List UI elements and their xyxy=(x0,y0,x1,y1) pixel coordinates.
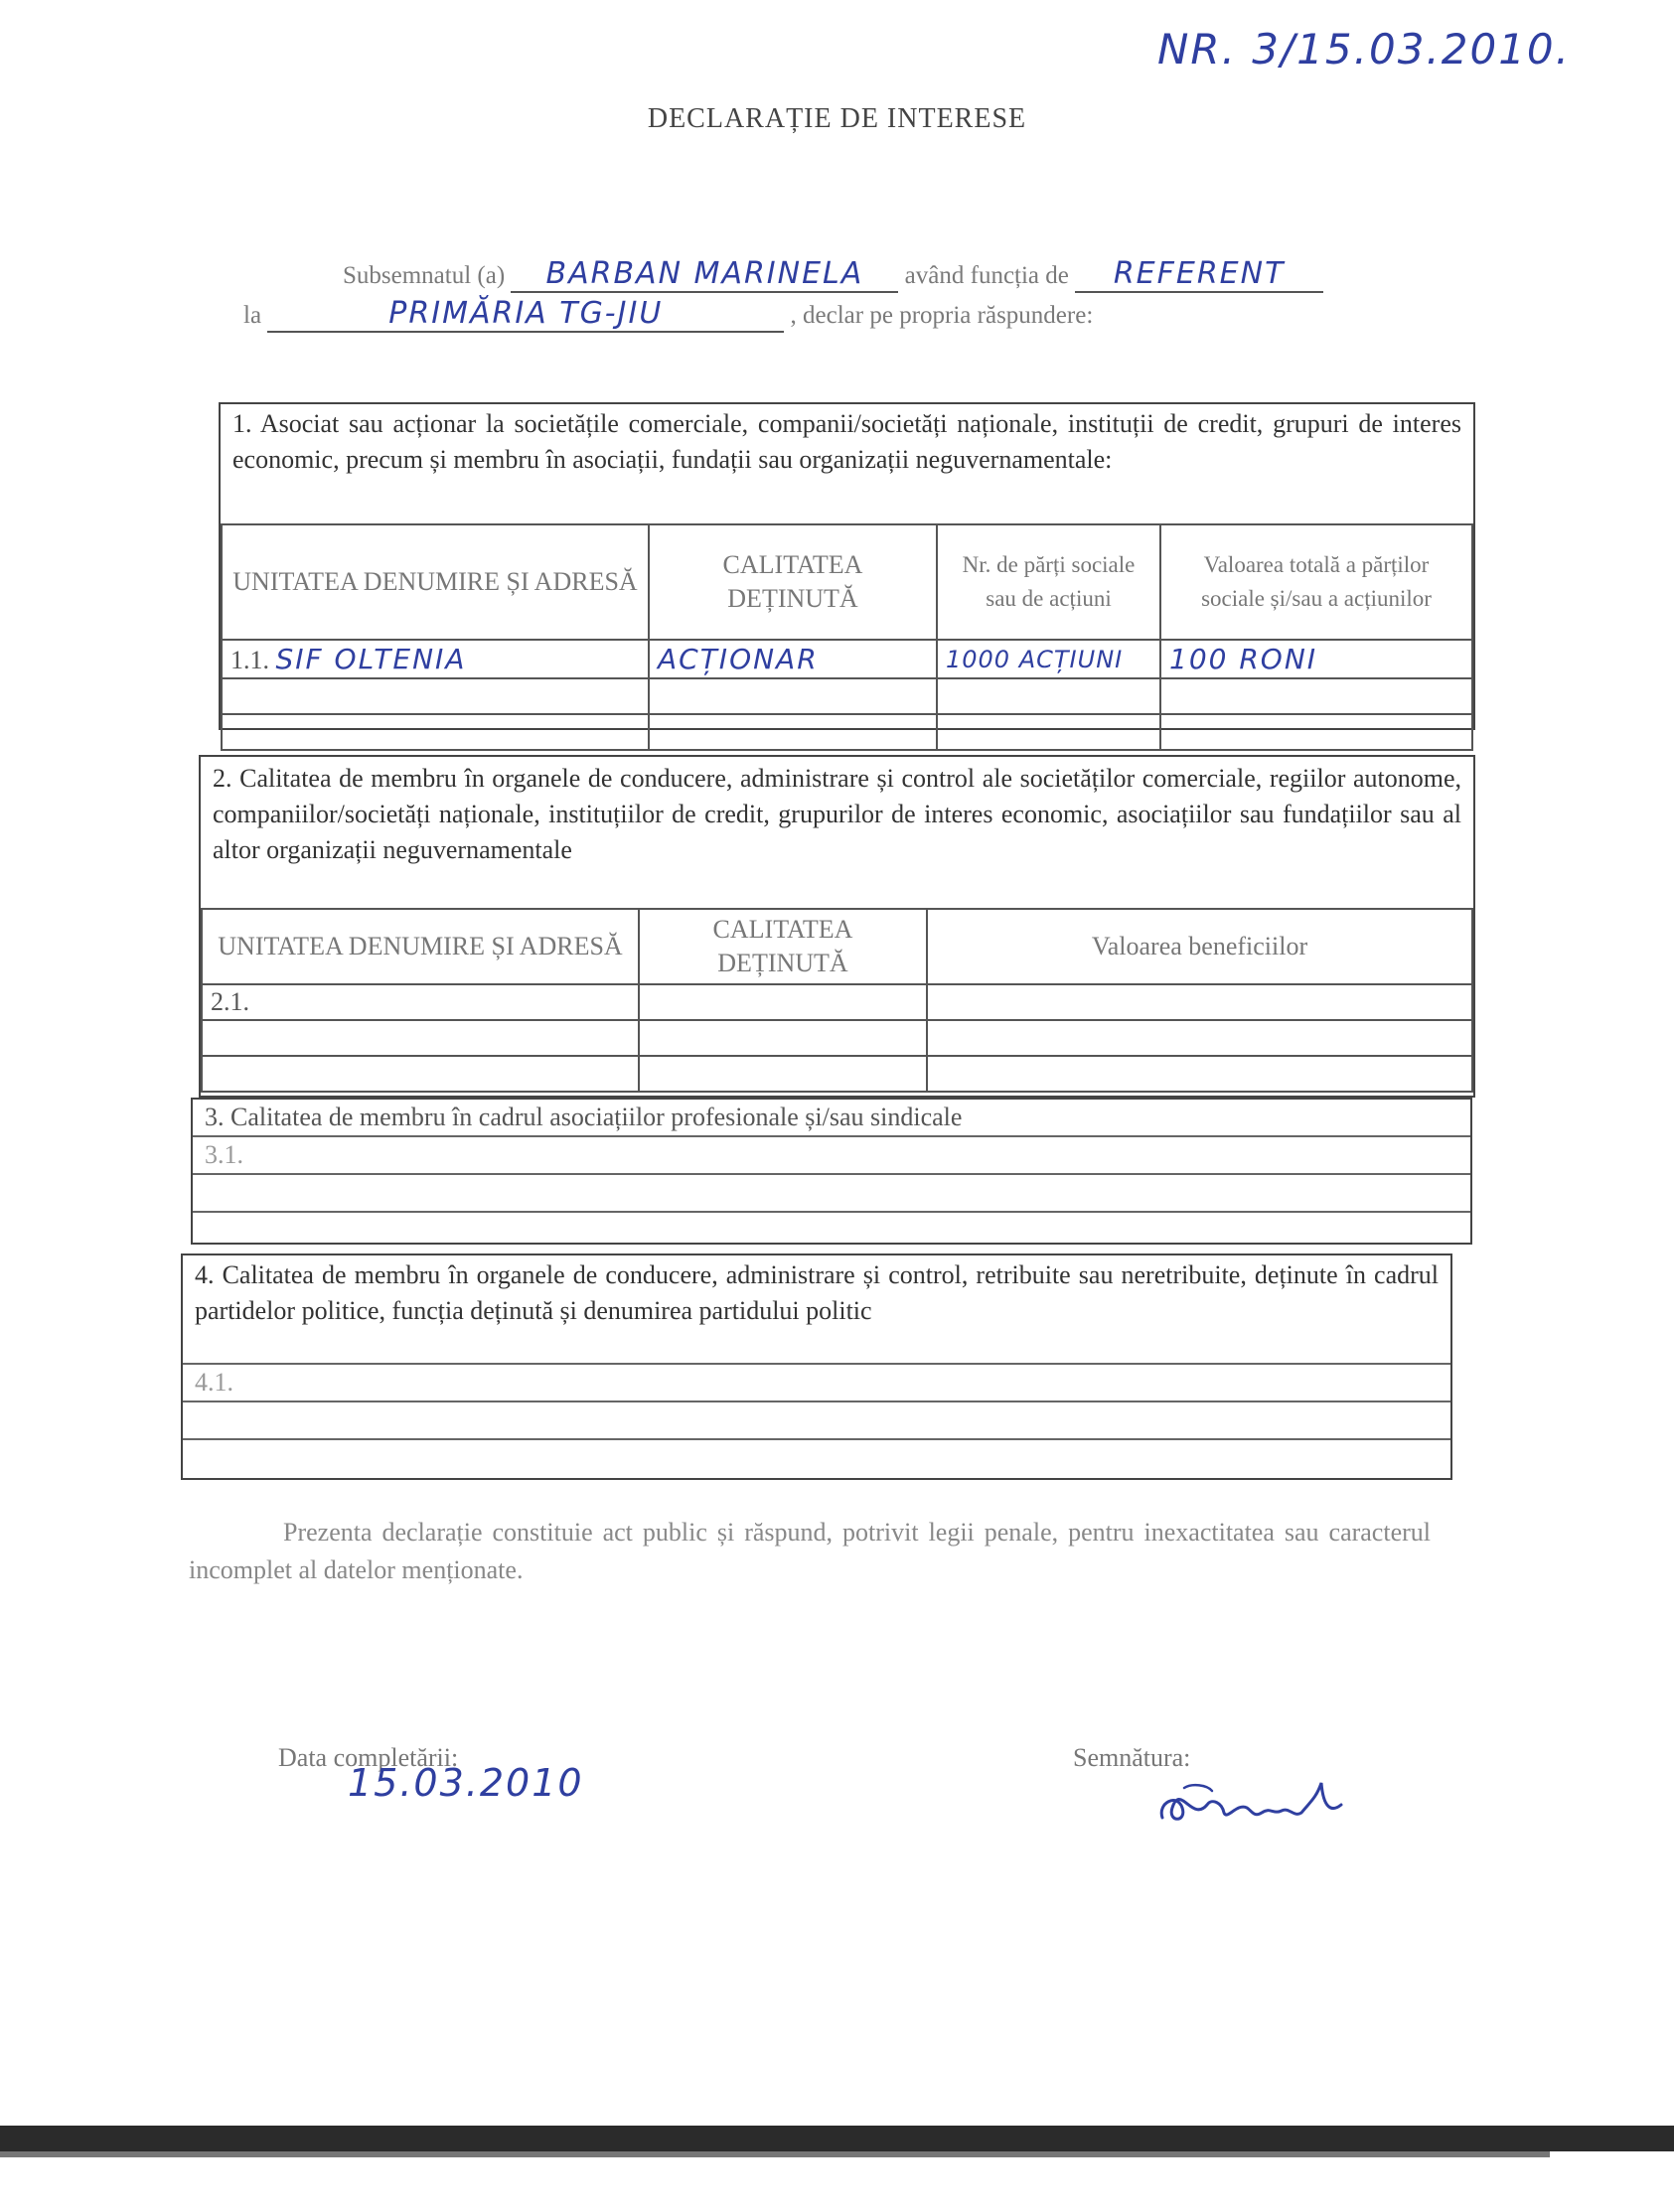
col-calitatea: CALITATEA DEȚINUTĂ xyxy=(639,909,927,984)
table-row xyxy=(202,984,1472,1020)
scan-edge-bar xyxy=(0,2126,1674,2151)
cell-prefix xyxy=(202,984,639,1020)
cell-nr-parti xyxy=(937,640,1160,678)
section-2-heading: 2. Calitatea de membru în organele de conducere, administrare și control ale societăților comerciale, regiilor autonome, companiilor/societăți naționale, instituțiilor de credit, grupurilor de interes economic, asociațiilor sau fundațiilor sau al altor organizații neguvernamentale xyxy=(213,764,1461,864)
table-row xyxy=(222,640,1472,678)
section-2 xyxy=(199,755,1475,1098)
intro-line-2 xyxy=(243,296,1093,333)
declar-label: , declar pe propria răspundere: xyxy=(790,302,1094,329)
cell-unitatea xyxy=(222,640,649,678)
section-2-table xyxy=(201,908,1473,1093)
table-row xyxy=(222,678,1472,714)
scan-edge-shadow xyxy=(0,2151,1550,2157)
table-row xyxy=(222,714,1472,750)
cell-calitatea xyxy=(649,640,937,678)
section-4-row xyxy=(183,1440,1450,1476)
institution-field xyxy=(267,296,784,333)
document-title: DECLARAȚIE DE INTERESE xyxy=(647,103,1027,134)
quality-value: ACȚIONAR xyxy=(658,643,819,675)
col-valoarea: Valoarea totală a părților sociale și/sau a acțiunilor xyxy=(1160,524,1472,640)
section-3-row xyxy=(193,1175,1470,1213)
section-2-header-row xyxy=(202,909,1472,984)
section-1-header-row xyxy=(222,524,1472,640)
section-1 xyxy=(219,402,1475,730)
section-4 xyxy=(181,1253,1452,1480)
section-3-row xyxy=(193,1137,1470,1175)
function-value: REFERENT xyxy=(1113,256,1286,291)
total-value: 100 RONI xyxy=(1169,643,1318,675)
intro-line-1 xyxy=(343,256,1323,293)
handwritten-signature xyxy=(1152,1763,1371,1847)
table-row xyxy=(202,1020,1472,1056)
function-field xyxy=(1075,256,1323,293)
row-prefix: 2.1. xyxy=(211,987,249,1016)
col-unitatea: UNITATEA DENUMIRE ȘI ADRESĂ xyxy=(202,909,639,984)
date-label: Data completării: xyxy=(278,1743,459,1772)
col-valoarea-beneficiilor: Valoarea beneficiilor xyxy=(927,909,1472,984)
col-calitatea: CALITATEA DEȚINUTĂ xyxy=(649,524,937,640)
institution-value: PRIMĂRIA TG-JIU xyxy=(388,296,664,331)
la-label: la xyxy=(243,302,262,329)
cell-valoarea xyxy=(1160,640,1472,678)
signature-label: Semnătura: xyxy=(1073,1743,1191,1772)
registration-number: NR. 3/15.03.2010. xyxy=(1157,25,1571,74)
shares-value: 1000 ACȚIUNI xyxy=(946,645,1124,673)
section-3-row xyxy=(193,1213,1470,1249)
subsemnatul-label: Subsemnatul (a) xyxy=(343,262,506,289)
row-prefix: 3.1. xyxy=(205,1140,243,1169)
entity-name: SIF OLTENIA xyxy=(275,643,467,675)
functia-label: având funcția de xyxy=(904,262,1069,289)
name-value: BARBAN MARINELA xyxy=(545,256,864,291)
date-value: 15.03.2010 xyxy=(348,1761,584,1805)
row-prefix: 1.1. xyxy=(230,646,269,674)
legal-statement: Prezenta declarație constituie act public și răspund, potrivit legii penale, pentru inexactitatea sau caracterul incomplet al datelor menționate. xyxy=(189,1518,1431,1584)
section-4-heading: 4. Calitatea de membru în organele de conducere, administrare și control, retribuite sau neretribuite, deținute în cadrul partidelor politice, funcția deținută și denumirea partidului politic xyxy=(183,1255,1450,1365)
section-1-table xyxy=(221,523,1473,751)
section-4-row xyxy=(183,1365,1450,1402)
col-unitatea: UNITATEA DENUMIRE ȘI ADRESĂ xyxy=(222,524,649,640)
name-field xyxy=(511,256,898,293)
col-nr-parti: Nr. de părți sociale sau de acțiuni xyxy=(937,524,1160,640)
section-3-heading: 3. Calitatea de membru în cadrul asociațiilor profesionale și/sau sindicale xyxy=(193,1100,1470,1137)
section-3 xyxy=(191,1098,1472,1245)
section-4-row xyxy=(183,1402,1450,1440)
row-prefix: 4.1. xyxy=(195,1368,233,1397)
table-row xyxy=(202,1056,1472,1092)
section-1-heading: 1. Asociat sau acționar la societățile comerciale, companii/societăți naționale, instituții de credit, grupuri de interes economic, precum și membru în asociații, fundații sau organizații neguvernamentale: xyxy=(232,409,1461,474)
